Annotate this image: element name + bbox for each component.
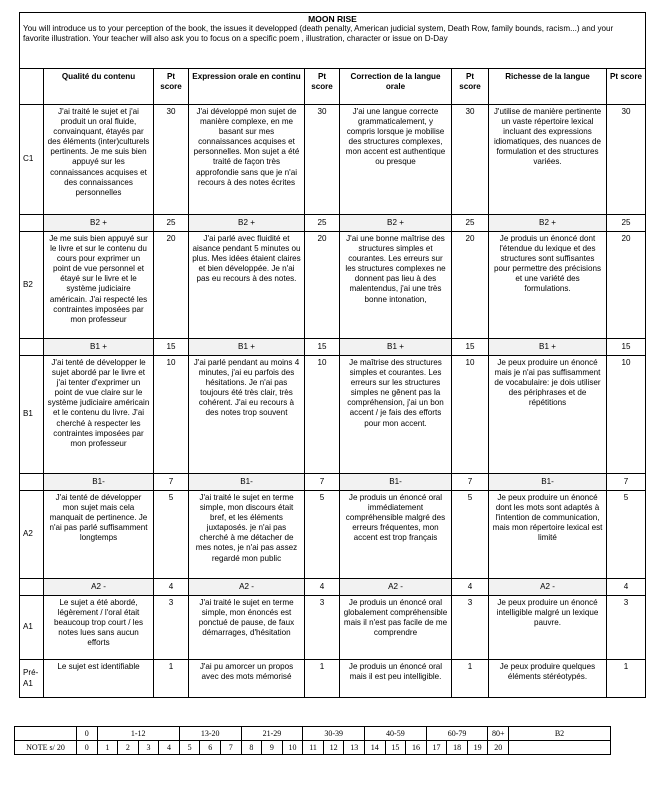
- column-header-qualite: Qualité du contenu: [44, 69, 154, 105]
- threshold-score: 25: [452, 215, 489, 232]
- score-range: 21-29: [241, 727, 303, 741]
- threshold-score: 4: [305, 579, 340, 596]
- descriptor-correction: Je produis un énoncé oral mais il est peu intelligible.: [340, 660, 452, 698]
- descriptor-qualite: Le sujet a été abordé, légèrement / l'oral était beaucoup trop court / les notes lues sans aucun efforts: [44, 596, 154, 660]
- descriptor-richesse: Je produis un énoncé dont l'étendue du lexique et des structures sont suffisantes pour permettre des précisions et une variété des formulations.: [489, 232, 607, 339]
- score-expression: 3: [305, 596, 340, 660]
- score-range: 0: [77, 727, 98, 741]
- threshold-label: B2 +: [340, 215, 452, 232]
- score-expression: 10: [305, 356, 340, 474]
- threshold-score: 7: [607, 474, 646, 491]
- score-qualite: 20: [154, 232, 189, 339]
- descriptor-richesse: J'utilise de manière pertinente un vaste répertoire lexical incluant des expressions idiomatiques, des nuances de formulation et des structures variées.: [489, 105, 607, 215]
- score-richesse: 20: [607, 232, 646, 339]
- threshold-label: A2 -: [340, 579, 452, 596]
- level-label: B1: [20, 356, 44, 474]
- note-value: 6: [200, 741, 221, 755]
- score-range: B2: [509, 727, 611, 741]
- column-header-expression: Expression orale en continu: [189, 69, 305, 105]
- header-cell: [20, 13, 646, 69]
- empty-cell: [20, 579, 44, 596]
- evaluation-grid: [19, 12, 646, 698]
- threshold-score: 4: [452, 579, 489, 596]
- score-range: 13-20: [179, 727, 241, 741]
- level-row-b2: [20, 232, 646, 339]
- score-richesse: 1: [607, 660, 646, 698]
- descriptor-qualite: J'ai tenté de développer le sujet abordé par le livre et j'ai tenter d'exprimer un point de vue claire sur le système judiciaire américain et le contenu du livre. J'ai cherché à respecter les contraintes imposées par mon professeur: [44, 356, 154, 474]
- score-correction: 1: [452, 660, 489, 698]
- score-expression: 30: [305, 105, 340, 215]
- note-value: 2: [118, 741, 139, 755]
- note-value: 12: [323, 741, 344, 755]
- score-qualite: 10: [154, 356, 189, 474]
- threshold-row-b1minus: [20, 474, 646, 491]
- score-range: 30-39: [303, 727, 365, 741]
- header-row: [20, 13, 646, 69]
- score-richesse: 5: [607, 491, 646, 579]
- score-correction: 10: [452, 356, 489, 474]
- descriptor-qualite: Le sujet est identifiable: [44, 660, 154, 698]
- score-qualite: 1: [154, 660, 189, 698]
- threshold-label: B1-: [189, 474, 305, 491]
- threshold-score: 7: [452, 474, 489, 491]
- column-header-correction: Correction de la langue orale: [340, 69, 452, 105]
- note-row: [15, 741, 611, 755]
- note-value: 17: [426, 741, 447, 755]
- descriptor-richesse: Je peux produire un énoncé intelligible malgré un lexique pauvre.: [489, 596, 607, 660]
- note-value: 5: [179, 741, 200, 755]
- descriptor-correction: Je produis un énoncé oral globalement compréhensible mais il n'est pas facile de me comprendre: [340, 596, 452, 660]
- threshold-row-b2plus: [20, 215, 646, 232]
- score-qualite: 30: [154, 105, 189, 215]
- score-expression: 20: [305, 232, 340, 339]
- note-value: 14: [365, 741, 386, 755]
- page-title: MOON RISE: [308, 14, 357, 24]
- descriptor-correction: Je produis un énoncé oral immédiatement compréhensible malgré des erreurs fréquentes, mon accent est trop français: [340, 491, 452, 579]
- note-value: 19: [467, 741, 488, 755]
- level-row-a1: [20, 596, 646, 660]
- note-value: 4: [159, 741, 180, 755]
- descriptor-expression: J'ai développé mon sujet de manière complexe, en me basant sur mes connaissances acquises et personnelles. Mon sujet a été traité de façon très approfondie sans que je n'ai recours à des notes écrites: [189, 105, 305, 215]
- note-value: 20: [488, 741, 509, 755]
- column-header-pt-score: Pt score: [154, 69, 189, 105]
- threshold-label: B1 +: [340, 339, 452, 356]
- level-column-header: [20, 69, 44, 105]
- level-label: A2: [20, 491, 44, 579]
- descriptor-expression: J'ai traité le sujet en terme simple, mon énoncés est ponctué de pause, de faux démarrages, d'hésitation: [189, 596, 305, 660]
- note-value: 18: [447, 741, 468, 755]
- empty-cell: [20, 215, 44, 232]
- score-range: 1-12: [97, 727, 179, 741]
- threshold-score: 4: [607, 579, 646, 596]
- threshold-score: 7: [154, 474, 189, 491]
- assignment-instructions: You will introduce us to your perception of the book, the issues it developped (death penalty, American judicial system, Death Row, family bounds, racism...) and your favorite illustration. Your teacher will also ask you to focus on a specific poem , illustration, character or issue on D-Day: [23, 24, 614, 43]
- note-label: NOTE s/ 20: [15, 741, 77, 755]
- empty-cell: [20, 474, 44, 491]
- empty-cell: [20, 339, 44, 356]
- threshold-score: 7: [305, 474, 340, 491]
- descriptor-expression: J'ai pu amorcer un propos avec des mots mémorisé: [189, 660, 305, 698]
- threshold-label: B1 +: [189, 339, 305, 356]
- note-value: 10: [282, 741, 303, 755]
- threshold-row-b1plus: [20, 339, 646, 356]
- descriptor-expression: J'ai parlé pendant au moins 4 minutes, j'ai eu parfois des hésitations. Je n'ai pas toujours été très clair, très cohérent. J'ai eu recours à des notes trop souvent: [189, 356, 305, 474]
- grade-conversion-table: [14, 726, 611, 755]
- score-correction: 5: [452, 491, 489, 579]
- descriptor-richesse: Je peux produire un énoncé mais je n'ai pas suffisamment de vocabulaire: je dois utiliser des périphrases et de répétitions: [489, 356, 607, 474]
- column-header-pt-score: Pt score: [607, 69, 646, 105]
- column-header-richesse: Richesse de la langue: [489, 69, 607, 105]
- score-range-row: [15, 727, 611, 741]
- descriptor-qualite: J'ai traité le sujet et j'ai produit un oral fluide, convainquant, étayés par des éléments (inter)culturels pertinents. Je me suis bien appuyé sur les connaissances acquises et des connaissances personnelles: [44, 105, 154, 215]
- note-value: 7: [220, 741, 241, 755]
- level-label: A1: [20, 596, 44, 660]
- note-value: 1: [97, 741, 118, 755]
- threshold-label: B2 +: [189, 215, 305, 232]
- threshold-label: B2 +: [44, 215, 154, 232]
- descriptor-richesse: Je peux produire un énoncé dont les mots sont adaptés à l'intention de communication, mais mon répertoire lexical est limité: [489, 491, 607, 579]
- threshold-label: B1-: [489, 474, 607, 491]
- threshold-label: B1-: [340, 474, 452, 491]
- column-header-pt-score: Pt score: [305, 69, 340, 105]
- threshold-score: 25: [607, 215, 646, 232]
- score-qualite: 3: [154, 596, 189, 660]
- descriptor-correction: J'ai une bonne maîtrise des structures simples et courantes. Les erreurs sur les structures complexes ne donnent pas lieu à des malentendus, j'ai une très bonne intonation,: [340, 232, 452, 339]
- score-range: 40-59: [365, 727, 427, 741]
- threshold-label: A2 -: [44, 579, 154, 596]
- score-expression: 5: [305, 491, 340, 579]
- threshold-score: 15: [154, 339, 189, 356]
- score-qualite: 5: [154, 491, 189, 579]
- descriptor-correction: J'ai une langue correcte grammaticalement, y compris lorsque je mobilise des structures complexes, mon accent est authentique ou presque: [340, 105, 452, 215]
- column-header-pt-score: Pt score: [452, 69, 489, 105]
- threshold-score: 25: [305, 215, 340, 232]
- score-richesse: 3: [607, 596, 646, 660]
- note-value: 0: [77, 741, 98, 755]
- level-row-a2: [20, 491, 646, 579]
- descriptor-qualite: Je me suis bien appuyé sur le livre et sur le contenu du cours pour exprimer un point de vue personnel et étayé sur le livre et le système judiciaire américain. J'ai respecté les contraintes imposées par mon professeur: [44, 232, 154, 339]
- empty-cell: [15, 727, 77, 741]
- threshold-score: 4: [154, 579, 189, 596]
- level-label: Pré-A1: [20, 660, 44, 698]
- score-richesse: 30: [607, 105, 646, 215]
- note-value: 8: [241, 741, 262, 755]
- note-value: 15: [385, 741, 406, 755]
- threshold-row-a2minus: [20, 579, 646, 596]
- empty-cell: [509, 741, 611, 755]
- level-label: C1: [20, 105, 44, 215]
- score-richesse: 10: [607, 356, 646, 474]
- threshold-score: 15: [607, 339, 646, 356]
- score-correction: 20: [452, 232, 489, 339]
- level-row-c1: [20, 105, 646, 215]
- score-range: 80+: [488, 727, 509, 741]
- threshold-label: B1-: [44, 474, 154, 491]
- level-row-pre-a1: [20, 660, 646, 698]
- note-value: 9: [262, 741, 283, 755]
- threshold-score: 15: [305, 339, 340, 356]
- descriptor-expression: J'ai traité le sujet en terme simple, mon discours était bref, et les éléments juxtaposés. je n'ai pas cherché à me détacher de mes notes, je n'ai pas assez regardé mon public: [189, 491, 305, 579]
- threshold-label: A2 -: [189, 579, 305, 596]
- note-value: 16: [406, 741, 427, 755]
- level-label: B2: [20, 232, 44, 339]
- note-value: 13: [344, 741, 365, 755]
- score-correction: 3: [452, 596, 489, 660]
- column-header-row: [20, 69, 646, 105]
- level-row-b1: [20, 356, 646, 474]
- descriptor-richesse: Je peux produire quelques éléments stéréotypés.: [489, 660, 607, 698]
- threshold-label: B1 +: [489, 339, 607, 356]
- threshold-label: B2 +: [489, 215, 607, 232]
- threshold-label: B1 +: [44, 339, 154, 356]
- descriptor-qualite: J'ai tenté de développer mon sujet mais cela manquait de pertinence. Je n'ai pas parlé suffisamment longtemps: [44, 491, 154, 579]
- threshold-label: A2 -: [489, 579, 607, 596]
- score-correction: 30: [452, 105, 489, 215]
- threshold-score: 15: [452, 339, 489, 356]
- note-value: 11: [303, 741, 324, 755]
- note-value: 3: [138, 741, 159, 755]
- score-expression: 1: [305, 660, 340, 698]
- descriptor-expression: J'ai parlé avec fluidité et aisance pendant 5 minutes ou plus. Mes idées étaient claires et bien développée. Je n'ai pas eu recours à des notes.: [189, 232, 305, 339]
- score-range: 60-79: [426, 727, 488, 741]
- threshold-score: 25: [154, 215, 189, 232]
- descriptor-correction: Je maîtrise des structures simples et courantes. Les erreurs sur les structures simples ne gênent pas la compréhension, j'ai un bon accent / je fais des efforts pour mon accent.: [340, 356, 452, 474]
